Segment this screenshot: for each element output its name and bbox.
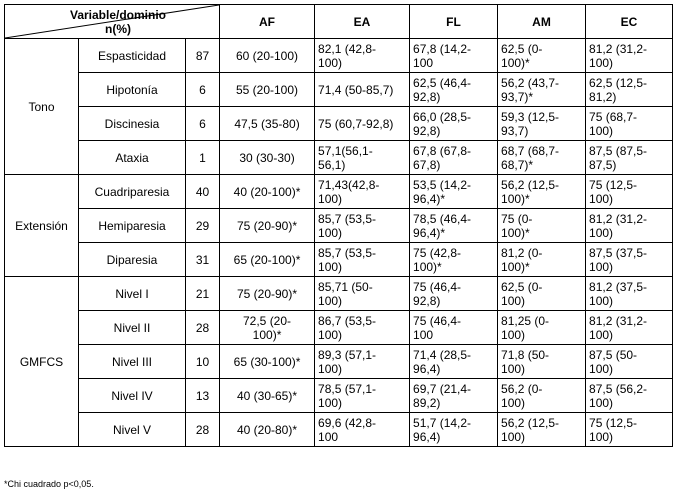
fl-cell: 75 (46,4- 100: [410, 311, 498, 345]
col-header-af: AF: [220, 5, 315, 39]
af-cell: 65 (30-100)*: [220, 345, 315, 379]
group-label: Tono: [5, 39, 79, 175]
ec-cell: 87,5 (56,2- 100): [586, 379, 673, 413]
table-row: [5, 39, 673, 73]
am-cell: 56,2 (12,5- 100)*: [498, 175, 586, 209]
ec-cell: 75 (12,5- 100): [586, 413, 673, 447]
fl-cell: 62,5 (46,4- 92,8): [410, 73, 498, 107]
table-row: [5, 175, 673, 209]
table-row: [5, 209, 673, 243]
n-cell: 28: [186, 311, 220, 345]
ea-cell: 71,4 (50-85,7): [315, 73, 410, 107]
fl-cell: 66,0 (28,5- 92,8): [410, 107, 498, 141]
am-cell: 81,25 (0- 100): [498, 311, 586, 345]
variable-cell: Ataxia: [79, 141, 186, 175]
n-cell: 13: [186, 379, 220, 413]
fl-cell: 67,8 (67,8- 67,8): [410, 141, 498, 175]
n-cell: 28: [186, 413, 220, 447]
fl-cell: 78,5 (46,4- 96,4)*: [410, 209, 498, 243]
ec-cell: 87,5 (50- 100): [586, 345, 673, 379]
am-cell: 56,2 (0- 100): [498, 379, 586, 413]
fl-cell: 75 (46,4- 92,8): [410, 277, 498, 311]
am-cell: 62,5 (0- 100): [498, 277, 586, 311]
ea-cell: 85,71 (50- 100): [315, 277, 410, 311]
table-row: [5, 107, 673, 141]
am-cell: 56,2 (43,7- 93,7)*: [498, 73, 586, 107]
af-cell: 40 (30-65)*: [220, 379, 315, 413]
variable-cell: Nivel V: [79, 413, 186, 447]
corner-header: [5, 5, 220, 39]
variable-cell: Hemiparesia: [79, 209, 186, 243]
group-label: GMFCS: [5, 277, 79, 447]
ea-cell: 78,5 (57,1- 100): [315, 379, 410, 413]
group-label: Extensión: [5, 175, 79, 277]
n-cell: 40: [186, 175, 220, 209]
ec-cell: 81,2 (31,2- 100): [586, 209, 673, 243]
ea-cell: 89,3 (57,1- 100): [315, 345, 410, 379]
am-cell: 62,5 (0- 100)*: [498, 39, 586, 73]
n-cell: 87: [186, 39, 220, 73]
fl-cell: 51,7 (14,2- 96,4): [410, 413, 498, 447]
variable-cell: Diparesia: [79, 243, 186, 277]
corner-label-variable: Variable/dominio: [69, 8, 167, 22]
am-cell: 59,3 (12,5- 93,7): [498, 107, 586, 141]
ec-cell: 81,2 (37,5- 100): [586, 277, 673, 311]
am-cell: 56,2 (12,5- 100): [498, 413, 586, 447]
am-cell: 81,2 (0- 100)*: [498, 243, 586, 277]
n-cell: 6: [186, 73, 220, 107]
ea-cell: 86,7 (53,5- 100): [315, 311, 410, 345]
variable-cell: Espasticidad: [79, 39, 186, 73]
af-cell: 60 (20-100): [220, 39, 315, 73]
n-cell: 21: [186, 277, 220, 311]
n-cell: 6: [186, 107, 220, 141]
af-cell: 47,5 (35-80): [220, 107, 315, 141]
corner-label-n: n(%): [105, 22, 131, 36]
col-header-fl: FL: [410, 5, 498, 39]
fl-cell: 67,8 (14,2- 100: [410, 39, 498, 73]
variable-cell: Discinesia: [79, 107, 186, 141]
ec-cell: 81,2 (31,2- 100): [586, 311, 673, 345]
n-cell: 10: [186, 345, 220, 379]
af-cell: 75 (20-90)*: [220, 277, 315, 311]
variable-cell: Hipotonía: [79, 73, 186, 107]
n-cell: 29: [186, 209, 220, 243]
variable-cell: Nivel II: [79, 311, 186, 345]
am-cell: 68,7 (68,7- 68,7)*: [498, 141, 586, 175]
af-cell: 40 (20-80)*: [220, 413, 315, 447]
col-header-ec: EC: [586, 5, 673, 39]
ec-cell: 87,5 (87,5- 87,5): [586, 141, 673, 175]
table-body: [5, 39, 673, 447]
ec-cell: 75 (68,7- 100): [586, 107, 673, 141]
af-cell: 30 (30-30): [220, 141, 315, 175]
ea-cell: 82,1 (42,8- 100): [315, 39, 410, 73]
variable-cell: Cuadriparesia: [79, 175, 186, 209]
table-row: [5, 73, 673, 107]
table-row: [5, 345, 673, 379]
col-header-am: AM: [498, 5, 586, 39]
variable-cell: Nivel III: [79, 345, 186, 379]
table-row: [5, 277, 673, 311]
fl-cell: 53,5 (14,2- 96,4)*: [410, 175, 498, 209]
table-row: [5, 311, 673, 345]
af-cell: 75 (20-90)*: [220, 209, 315, 243]
ea-cell: 71,43(42,8- 100): [315, 175, 410, 209]
table-row: [5, 413, 673, 447]
results-table: [4, 4, 673, 447]
af-cell: 40 (20-100)*: [220, 175, 315, 209]
ea-cell: 75 (60,7-92,8): [315, 107, 410, 141]
table-row: [5, 141, 673, 175]
af-cell: 55 (20-100): [220, 73, 315, 107]
fl-cell: 75 (42,8- 100)*: [410, 243, 498, 277]
ec-cell: 87,5 (37,5- 100): [586, 243, 673, 277]
ec-cell: 62,5 (12,5- 81,2): [586, 73, 673, 107]
ea-cell: 57,1(56,1- 56,1): [315, 141, 410, 175]
n-cell: 1: [186, 141, 220, 175]
ea-cell: 85,7 (53,5- 100): [315, 243, 410, 277]
ec-cell: 75 (12,5- 100): [586, 175, 673, 209]
footnote: *Chi cuadrado p<0,05.: [4, 479, 94, 489]
table-row: [5, 379, 673, 413]
af-cell: 65 (20-100)*: [220, 243, 315, 277]
ec-cell: 81,2 (31,2- 100): [586, 39, 673, 73]
am-cell: 71,8 (50- 100): [498, 345, 586, 379]
col-header-ea: EA: [315, 5, 410, 39]
ea-cell: 69,6 (42,8- 100: [315, 413, 410, 447]
n-cell: 31: [186, 243, 220, 277]
ea-cell: 85,7 (53,5- 100): [315, 209, 410, 243]
header-row: [5, 5, 673, 39]
am-cell: 75 (0- 100)*: [498, 209, 586, 243]
variable-cell: Nivel IV: [79, 379, 186, 413]
fl-cell: 71,4 (28,5- 96,4): [410, 345, 498, 379]
variable-cell: Nivel I: [79, 277, 186, 311]
table-row: [5, 243, 673, 277]
af-cell: 72,5 (20- 100)*: [220, 311, 315, 345]
fl-cell: 69,7 (21,4- 89,2): [410, 379, 498, 413]
